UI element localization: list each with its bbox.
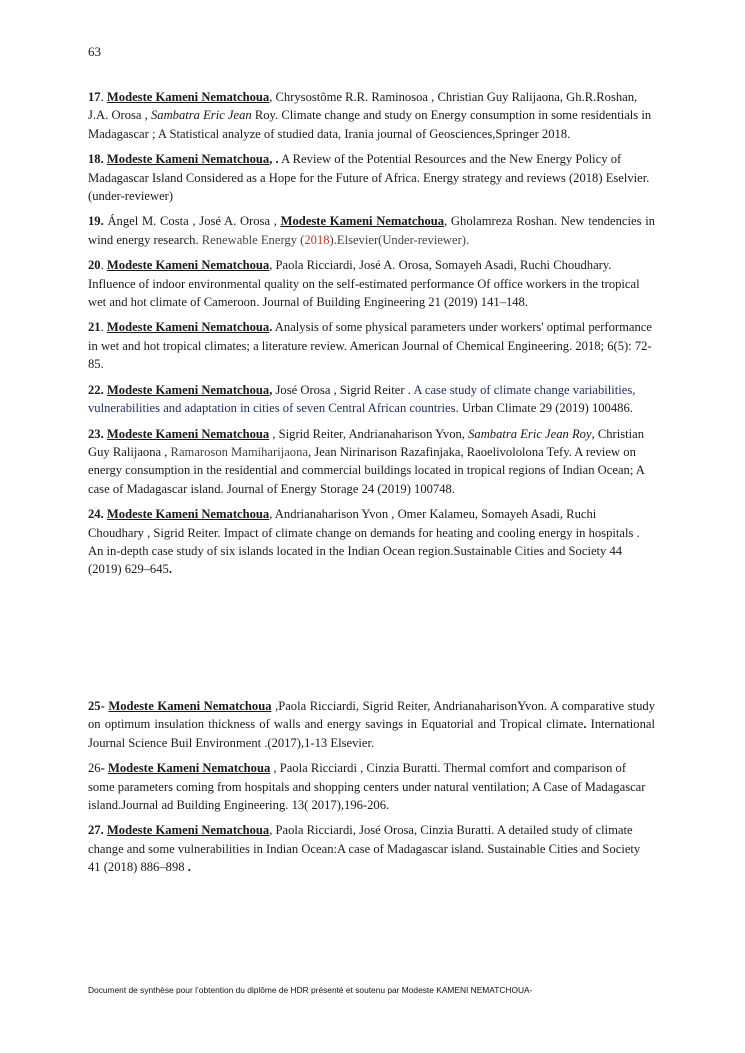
ref-author: Modeste Kameni Nematchoua [106, 426, 270, 441]
ref-number: 17 [88, 90, 101, 104]
ref-coauthor-italic: Sambatra Eric Jean [150, 108, 252, 123]
ref-coauthors-2: , Christian Guy Ralijaona , [88, 426, 645, 459]
ref-text: A Review of the Potential Resources and the New Energy Policy of Madagascar Island Considered as a Hope for the Future of Africa. Energy strategy and reviews (2018) Eselvier.(under-reviewer) [88, 152, 650, 204]
ref-author: Modeste Kameni Nematchoua [106, 90, 270, 104]
reference-20 [88, 256, 655, 311]
ref-coauthor-gray: Ramaroson Mamiharijaona [170, 444, 308, 459]
reference-21 [88, 318, 655, 373]
reference-19 [88, 212, 655, 249]
ref-author: Modeste Kameni Nematchoua [106, 382, 270, 397]
ref-punct: , [269, 382, 273, 397]
ref-text: , Andrianaharison Yvon , Omer Kalameu, Somayeh Asadi, Ruchi Choudhary , Sigrid Reiter. Impact of climate change on demands for heating and cooling energy in hospitals . An in-depth case study of six islands located in the Indian Ocean region.Sustainable Cities and Society 44 (2019) 629–645 [88, 507, 640, 577]
ref-text: Roy. Climate change and study on Energy consumption in some residentials in Madagascar ; A Statistical analyze of studied data, Irania journal of Geosciences,Springer 2018. [88, 108, 652, 141]
reference-22 [88, 381, 655, 418]
ref-coauthors: Ángel M. Costa , José A. Orosa , [103, 214, 281, 229]
ref-year: 2018 [304, 232, 330, 247]
reference-list-continued [88, 697, 655, 884]
ref-author: Modeste Kameni Nematchoua [280, 214, 445, 229]
ref-punct: . [100, 320, 107, 335]
ref-number: 26 [88, 761, 101, 776]
ref-author: Modeste Kameni Nematchoua [106, 258, 270, 273]
ref-coauthors: , Chrysostôme R.R. Raminosoa , Christian Guy Ralijaona, Gh.R.Roshan, J.A. Orosa , [88, 90, 638, 123]
ref-text-2: International Journal Science Buil Environment .(2017),1-13 Elsevier. [88, 717, 655, 750]
ref-number: 18. [88, 152, 104, 167]
reference-list [88, 88, 655, 586]
ref-punct-2: . [269, 320, 273, 335]
ref-punct: . [100, 90, 107, 104]
reference-17 [88, 88, 655, 143]
reference-25 [88, 697, 655, 752]
reference-27 [88, 821, 655, 876]
ref-text: ,Paola Ricciardi, Sigrid Reiter, AndrianaharisonYvon. A comparative study on optimum insulation thickness of walls and energy savings in Equatorial and Tropical climate [88, 699, 655, 732]
ref-author: Modeste Kameni Nematchoua [108, 699, 272, 713]
ref-author: Modeste Kameni Nematchoua [107, 761, 271, 776]
ref-coauthors: José Orosa , Sigrid Reiter . [272, 382, 414, 397]
ref-punct: . [187, 860, 191, 875]
ref-punct: . [168, 562, 172, 577]
ref-author: Modeste Kameni Nematchoua [106, 823, 270, 838]
page-number: 63 [88, 44, 101, 59]
ref-text: , Paola Ricciardi, José A. Orosa, Somayeh Asadi, Ruchi Choudhary. Influence of indoor environmental quality on the self-estimated performance Of office workers in the tropical wet and hot climate of Cameroon. Journal of Building Engineering 21 (2019) 141–148. [88, 258, 640, 310]
ref-coauthors: , Sigrid Reiter, Andrianaharison Yvon, [269, 426, 469, 441]
ref-title: A case study of climate change variabilities, vulnerabilities and adaptation in cities of seven Central African countries [88, 382, 636, 416]
ref-text: , Paola Ricciardi, José Orosa, Cinzia Buratti. A detailed study of climate change and some vulnerabilities in Indian Ocean:A case of Madagascar island. Sustainable Cities and Society 41 (2018) 886–898 [88, 823, 641, 875]
ref-text: , Gholamreza Roshan. New tendencies in wind energy research. [88, 214, 655, 247]
ref-number: 24. [88, 507, 104, 522]
ref-journal-end: ).Elsevier(Under-reviewer). [329, 232, 470, 247]
ref-text: . Urban Climate 29 (2019) 100486. [455, 401, 633, 416]
ref-text: Analysis of some physical parameters under workers' optimal performance in wet and hot tropical climates; a literature review. American Journal of Chemical Engineering. 2018; 6(5): 72-85. [88, 320, 652, 372]
ref-number: 21 [88, 320, 101, 335]
ref-number: 19. [88, 214, 104, 229]
ref-journal: Renewable Energy ( [201, 232, 305, 247]
ref-author: Modeste Kameni Nematchoua [106, 507, 270, 522]
ref-number: 27. [88, 823, 104, 838]
ref-text: , Paola Ricciardi , Cinzia Buratti. Thermal comfort and comparison of some parameters coming from hospitals and shopping centers under natural ventilation; A Case of Madagascar island.Journal ad Building Engineering. 13( 2017),196-206. [88, 761, 646, 813]
ref-coauthor-italic: Sambatra Eric Jean Roy [468, 426, 592, 441]
reference-18 [88, 150, 655, 205]
ref-author: Modeste Kameni Nematchoua [106, 152, 270, 167]
ref-punct: - [100, 761, 105, 776]
ref-number: 23. [88, 426, 104, 441]
ref-author: Modeste Kameni Nematchoua [106, 320, 270, 335]
ref-text: , Jean Nirinarison Razafinjaka, Raoelivololona Tefy. A review on energy consumption in the residential and commercial buildings located in tropical regions of Indian Ocean; A case of Madagascar island. Journal of Energy Storage 24 (2019) 100748. [88, 444, 645, 496]
ref-number: 22. [88, 382, 104, 397]
ref-punct: . [583, 717, 587, 732]
reference-24 [88, 505, 655, 579]
ref-punct: . [100, 258, 107, 273]
ref-number: 25- [88, 699, 105, 713]
ref-punct: , . [269, 152, 279, 167]
reference-26 [88, 759, 655, 814]
reference-23 [88, 425, 655, 499]
page-footer: Document de synthèse pour l’obtention du diplôme de HDR présenté et soutenu par Modeste KAMENI NEMATCHOUA- [88, 985, 533, 995]
ref-number: 20 [88, 258, 101, 273]
